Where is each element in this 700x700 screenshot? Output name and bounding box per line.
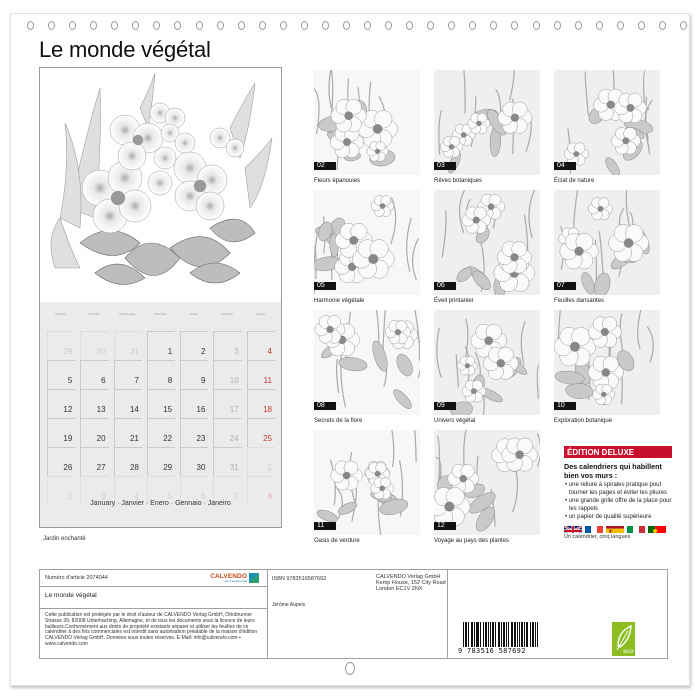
hanging-hole <box>345 662 355 675</box>
thumbnail-caption: Oasis de verdure <box>314 538 360 544</box>
month-number-badge: 07 <box>554 282 576 290</box>
day-number: 30 <box>196 463 206 472</box>
day-number: 10 <box>229 376 239 385</box>
month-thumbnail[interactable] <box>314 310 420 415</box>
article-row <box>40 570 267 587</box>
deluxe-subtitle: Des calendriers qui habillent bien vos murs : <box>564 462 662 480</box>
month-number-badge: 12 <box>434 522 456 530</box>
month-number-badge: 03 <box>434 162 456 170</box>
month-thumbnail[interactable] <box>554 70 660 175</box>
binding-ring <box>153 21 160 30</box>
product-title: Le monde végétal <box>45 592 97 599</box>
day-number: 8 <box>167 376 173 385</box>
month-thumbnail[interactable] <box>434 310 540 415</box>
day-number: 13 <box>96 405 106 414</box>
weekday-label: Wednesday <box>119 312 136 316</box>
month-thumbnail[interactable] <box>314 70 420 175</box>
publisher-line: London EC1V 2NX <box>376 586 423 592</box>
thumbnail-caption: Harmonie végétale <box>314 298 365 304</box>
day-number: 3 <box>101 492 106 501</box>
month-number-badge: 08 <box>314 402 336 410</box>
binding-ring <box>90 21 97 30</box>
binding-ring <box>406 21 413 30</box>
day-number: 27 <box>96 463 106 472</box>
day-cell <box>47 389 75 418</box>
binding-ring <box>111 21 118 30</box>
binding-ring <box>385 21 392 30</box>
month-thumbnail[interactable] <box>434 190 540 295</box>
thumbnail-caption: Éveil printanier <box>434 298 474 304</box>
binding-ring <box>680 21 687 30</box>
day-cell <box>213 360 241 389</box>
binding-ring <box>259 21 266 30</box>
feature-item: • un papier de qualité supérieure <box>565 514 652 520</box>
binding-ring <box>48 21 55 30</box>
day-number: 20 <box>96 434 106 443</box>
feature-item: • une reliure à spirales pratique pout tourner les pages et éviter les pliures <box>565 482 668 496</box>
binding-ring <box>511 21 518 30</box>
weekday-label: Thursday <box>154 312 167 316</box>
flags-caption: Un calendrier, cinq langues <box>564 533 631 540</box>
day-cell <box>114 418 142 447</box>
binding-ring <box>132 21 139 30</box>
publisher-line: Kemp House, 152 City Road <box>376 580 446 586</box>
feature-item: • une grande grille offre de la place pour les rappels <box>565 498 672 512</box>
brand-name: CALVENDO <box>210 573 247 580</box>
day-cell <box>213 447 241 476</box>
product-info-panel <box>39 569 668 659</box>
isbn: ISBN 9783516587692 <box>272 576 327 582</box>
thumbnail-caption: Exploration botanique <box>554 418 613 424</box>
barcode-digits: 9 783516 587692 <box>458 647 526 655</box>
binding-ring <box>27 21 34 30</box>
deluxe-feature-list <box>564 482 672 522</box>
day-number: 14 <box>129 405 139 414</box>
day-cell <box>80 418 108 447</box>
day-cell <box>213 331 241 360</box>
main-flower-illustration <box>40 68 281 302</box>
day-cell <box>147 447 175 476</box>
weekday-header-row <box>44 312 277 326</box>
weekday-label: Friday <box>189 312 198 316</box>
day-number: 28 <box>129 463 139 472</box>
weekday-label: Sunday <box>255 312 266 316</box>
eco-label: eco <box>623 649 633 655</box>
binding-ring <box>196 21 203 30</box>
day-number: 26 <box>63 463 73 472</box>
spiral-binding <box>27 21 687 31</box>
day-number: 1 <box>167 347 173 356</box>
day-cell <box>247 331 275 360</box>
product-info-middle <box>268 570 448 658</box>
month-thumbnail[interactable] <box>554 190 660 295</box>
uk-flag-icon <box>564 523 582 533</box>
legal-notice: Cette publication est protégée par le droit d'auteur de CALVENDO Verlag GmbH, Ottobrunner Strasse 39, 82008 Unterhaching, Allemagne, et de tous les documents sous la licence de leurs bailleurs.Conformément aux droits de propriété existants séparer et utiliser les feuilles de ce calendrier à des fins commerciales est interdit sans autorisation préalable de la maison d'édition CALVENDO Verlag GmbH. Données sous toutes réserves. E-Mail: info@calvendo.com • www.calvendo.com <box>45 612 258 647</box>
month-thumbnail[interactable] <box>434 70 540 175</box>
day-number: 31 <box>129 347 139 356</box>
binding-ring <box>469 21 476 30</box>
month-number-badge: 09 <box>434 402 456 410</box>
day-number: 30 <box>96 347 106 356</box>
binding-ring <box>69 21 76 30</box>
portugal-flag-icon <box>648 523 666 533</box>
day-number: 17 <box>229 405 239 414</box>
day-cell <box>114 331 142 360</box>
weekday-label: Monday <box>55 312 66 316</box>
day-number: 6 <box>101 376 106 385</box>
author: Jérôme Aupeix <box>272 602 306 608</box>
month-number-badge: 02 <box>314 162 336 170</box>
barcode-bars-icon <box>458 622 543 647</box>
thumbnail-caption: Secrets de la flore <box>314 418 363 424</box>
month-thumbnail[interactable] <box>314 430 420 535</box>
binding-ring <box>554 21 561 30</box>
publisher-address <box>376 574 446 592</box>
deluxe-edition-box <box>564 446 672 540</box>
thumbnail-caption: Fleurs épanouies <box>314 178 361 184</box>
day-number: 7 <box>134 376 139 385</box>
day-cell <box>80 331 108 360</box>
publisher-line: CALVENDO Verlag GmbH <box>376 574 441 580</box>
day-number: 15 <box>163 405 173 414</box>
day-grid <box>44 331 277 505</box>
day-cell <box>213 418 241 447</box>
deluxe-header: ÉDITION DELUXE <box>564 446 672 458</box>
day-cell <box>147 331 175 360</box>
thumbnail-caption: Éclat de nature <box>554 178 595 184</box>
day-number: 1 <box>267 463 272 472</box>
product-info-right <box>448 570 667 658</box>
binding-ring <box>448 21 455 30</box>
language-flags <box>564 523 672 533</box>
binding-ring <box>343 21 350 30</box>
binding-ring <box>596 21 603 30</box>
thumbnail-caption: Feuilles dansantes <box>554 298 605 304</box>
binding-ring <box>659 21 666 30</box>
binding-ring <box>575 21 582 30</box>
day-number: 4 <box>267 347 272 356</box>
calvendo-mark-icon <box>249 573 259 583</box>
month-number-badge: 05 <box>314 282 336 290</box>
binding-ring <box>427 21 434 30</box>
day-cell <box>247 418 275 447</box>
day-number: 25 <box>263 434 272 443</box>
day-number: 6 <box>200 492 206 501</box>
day-cell <box>147 418 175 447</box>
binding-ring <box>238 21 245 30</box>
day-cell <box>80 447 108 476</box>
day-number: 24 <box>229 434 239 443</box>
calendar-back-cover <box>10 13 690 686</box>
day-cell <box>147 389 175 418</box>
day-number: 4 <box>134 492 139 501</box>
day-cell <box>47 360 75 389</box>
day-number: 5 <box>67 376 73 385</box>
day-cell <box>180 331 208 360</box>
month-number-badge: 11 <box>314 522 336 530</box>
day-number: 8 <box>267 492 272 501</box>
month-number-badge: 10 <box>554 402 576 410</box>
day-number: 9 <box>200 376 206 385</box>
day-cell <box>180 418 208 447</box>
day-cell <box>180 360 208 389</box>
thumbnail-caption: Univers végétal <box>434 418 476 424</box>
day-number: 12 <box>63 405 73 414</box>
day-cell <box>114 447 142 476</box>
day-cell <box>47 418 75 447</box>
day-cell <box>47 447 75 476</box>
day-number: 11 <box>263 376 272 385</box>
eco-badge <box>612 622 635 656</box>
day-number: 16 <box>196 405 206 414</box>
month-number-badge: 06 <box>434 282 456 290</box>
binding-ring <box>280 21 287 30</box>
day-cell <box>147 360 175 389</box>
barcode <box>458 622 543 656</box>
day-number: 19 <box>63 434 73 443</box>
day-cell <box>247 360 275 389</box>
binding-ring <box>217 21 224 30</box>
day-cell <box>114 360 142 389</box>
binding-ring <box>490 21 497 30</box>
main-image-caption: Jardin enchanté <box>43 536 86 542</box>
month-thumbnail[interactable] <box>434 430 540 535</box>
day-number: 3 <box>234 347 239 356</box>
product-info-left <box>40 570 268 658</box>
day-cell <box>47 331 75 360</box>
day-number: 29 <box>163 463 173 472</box>
month-name-multilingual: January · Janvier · Enero · Gennaio · Janeiro <box>90 500 231 507</box>
day-number: 22 <box>163 434 173 443</box>
brand-tagline: kein Kalenderverlag <box>224 580 247 583</box>
day-cell <box>180 447 208 476</box>
month-thumbnail[interactable] <box>554 310 660 415</box>
day-cell <box>114 389 142 418</box>
binding-ring <box>638 21 645 30</box>
day-number: 2 <box>67 492 73 501</box>
thumbnail-caption: Voyage au pays des plantes <box>434 538 510 544</box>
main-calendar-preview[interactable] <box>39 67 282 528</box>
day-number: 23 <box>196 434 206 443</box>
day-number: 7 <box>234 492 239 501</box>
month-grid <box>40 302 281 527</box>
weekday-label: Saturday <box>221 312 234 316</box>
day-cell <box>213 389 241 418</box>
month-thumbnail[interactable] <box>314 190 420 295</box>
thumbnail-caption: Rêves botaniques <box>434 178 483 184</box>
binding-ring <box>533 21 540 30</box>
article-number: Numéro d'article 2074044 <box>45 575 108 581</box>
weekday-label: Tuesday <box>88 312 100 316</box>
day-cell <box>247 447 275 476</box>
day-number: 31 <box>229 463 239 472</box>
day-number: 29 <box>63 347 73 356</box>
day-number: 2 <box>200 347 206 356</box>
day-cell <box>80 389 108 418</box>
binding-ring <box>617 21 624 30</box>
calvendo-logo <box>210 573 259 583</box>
france-flag-icon <box>585 523 603 533</box>
binding-ring <box>301 21 308 30</box>
binding-ring <box>322 21 329 30</box>
binding-ring <box>174 21 181 30</box>
day-cell <box>180 389 208 418</box>
binding-ring <box>364 21 371 30</box>
day-cell <box>80 360 108 389</box>
day-number: 21 <box>129 434 139 443</box>
barcode-bar <box>537 622 538 647</box>
italy-flag-icon <box>627 523 645 533</box>
product-title-row <box>40 587 267 609</box>
day-number: 18 <box>263 405 272 414</box>
page-title: Le monde végétal <box>39 37 211 62</box>
spain-flag-icon <box>606 523 624 533</box>
day-cell <box>247 389 275 418</box>
day-number: 5 <box>167 492 173 501</box>
month-number-badge: 04 <box>554 162 576 170</box>
